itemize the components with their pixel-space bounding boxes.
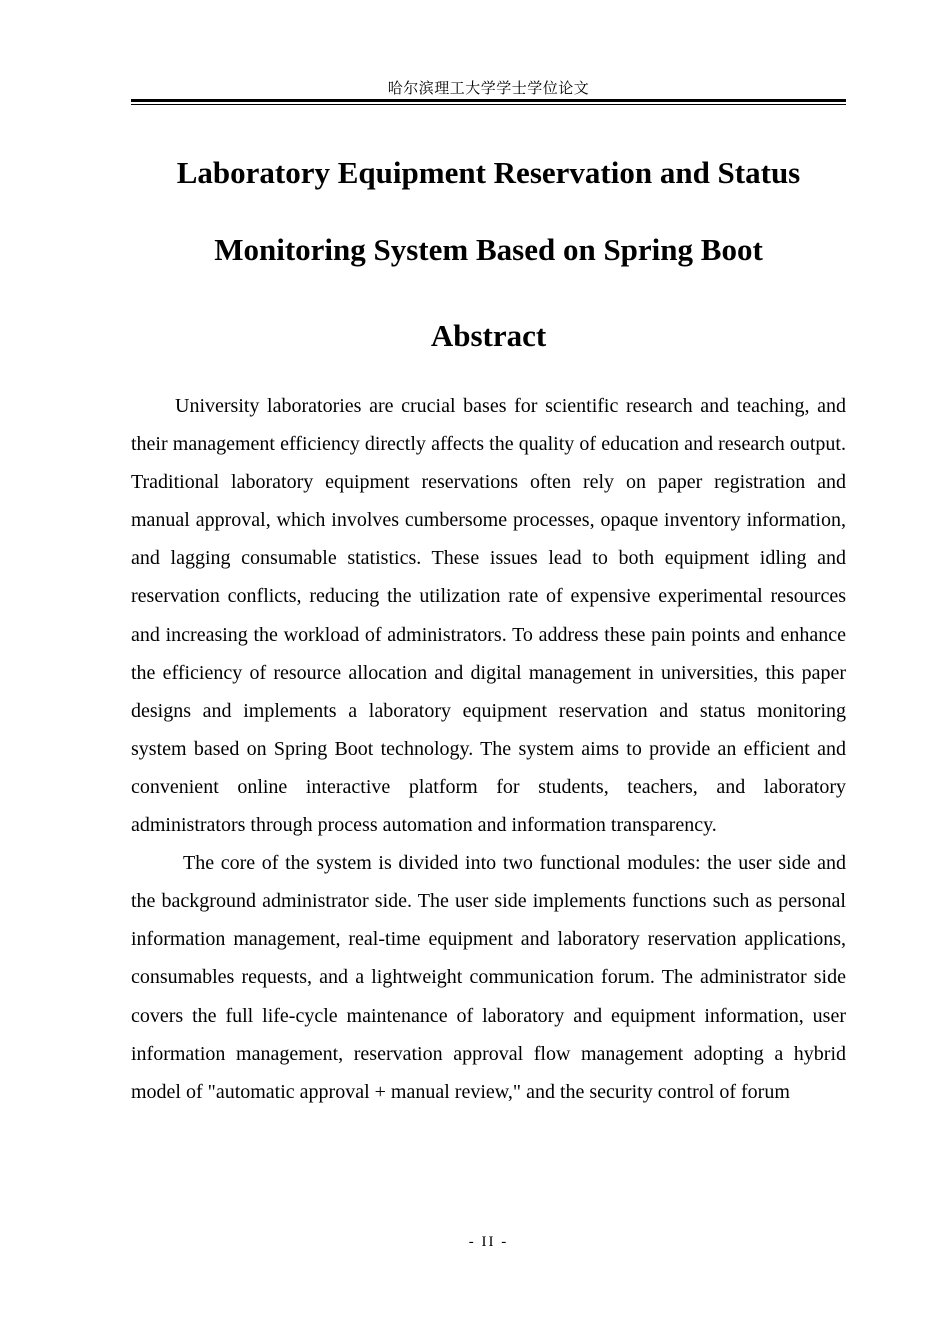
page-number: - II - xyxy=(468,1234,509,1250)
thesis-title-line-1: Laboratory Equipment Reservation and Status xyxy=(176,155,801,190)
header-rule-thick xyxy=(131,99,846,102)
abstract-body xyxy=(131,387,846,1111)
thesis-title-line-2: Monitoring System Based on Spring Boot xyxy=(214,232,763,267)
abstract-paragraph-1: University laboratories are crucial bases for scientific research and teaching, and their management efficiency directly affects the quality of education and research output. Traditional laboratory equipment reservations often rely on paper registration and manual approval, which involves cumbersome processes, opaque inventory information, and lagging consumable statistics. These issues lead to both equipment idling and reservation conflicts, reducing the utilization rate of expensive experimental resources and increasing the workload of administrators. To address these pain points and enhance the efficiency of resource allocation and digital management in universities, this paper designs and implements a laboratory equipment reservation and status monitoring system based on Spring Boot technology. The system aims to provide an efficient and convenient online interactive platform for students, teachers, and laboratory administrators through process automation and information transparency. xyxy=(131,395,846,837)
running-header: 哈尔滨理工大学学士学位论文 xyxy=(387,79,590,97)
abstract-heading: Abstract xyxy=(430,318,547,353)
header-rule-thin xyxy=(131,104,846,105)
abstract-paragraph-2: The core of the system is divided into two functional modules: the user side and the background administrator side. The user side implements functions such as personal information management, real-time equipment and laboratory reservation applications, consumables requests, and a lightweight communication forum. The administrator side covers the full life-cycle maintenance of laboratory and equipment information, user information management, reservation approval flow management adopting a hybrid model of "automatic approval + manual review," and the security control of forum xyxy=(131,852,846,1103)
